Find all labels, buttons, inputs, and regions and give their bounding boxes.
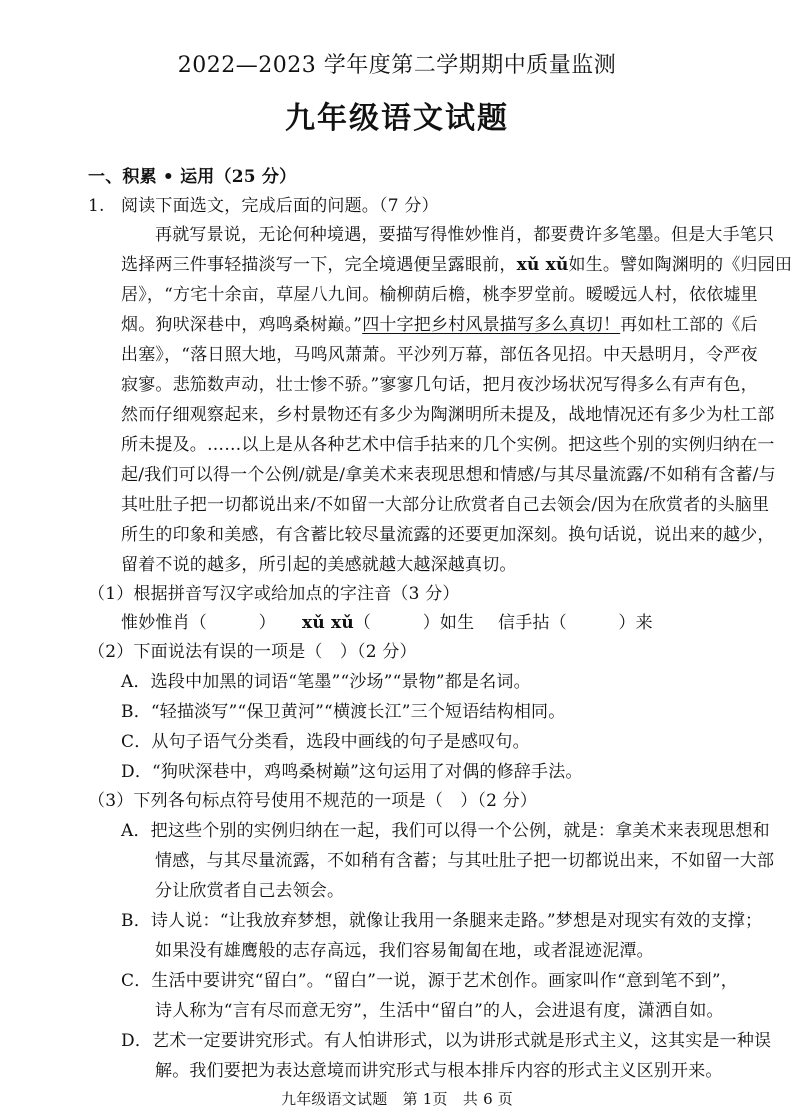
- passage-text: 如生。譬如陶渊明的《归园田: [568, 255, 793, 275]
- underlined-sentence: 四十字把乡村风景描写多么真切！: [362, 315, 621, 335]
- option-a: A．选段中加黑的词语“笔墨”“沙场”“景物”都是名词。: [121, 672, 531, 692]
- option-d: D．“狗吠深巷中，鸡鸣桑树巅”这句运用了对偶的修辞手法。: [121, 762, 583, 782]
- option-c: C．从句子语气分类看，选段中画线的句子是感叹句。: [121, 732, 530, 752]
- option-d: D．艺术一定要讲究形式。有人怕讲形式，以为讲形式就是形式主义，这其实是一种误: [121, 1031, 772, 1051]
- passage-line: 起/我们可以得一个公例/就是/拿美术来表现思想和情感/与其尽量流露/不如稍有含蓄/与: [121, 465, 776, 485]
- subquestion-3-prompt: （3）下列各句标点符号使用不规范的一项是（ ）（2 分）: [88, 791, 538, 811]
- option-b: B．诗人说：“让我放弃梦想，就像让我用一条腿来走路。”梦想是对现实有效的支撑；: [121, 911, 763, 931]
- answer-item-2: [302, 612, 474, 634]
- passage-line: [121, 254, 792, 276]
- answer-item-3: 信手拈（ ）来: [498, 613, 653, 633]
- passage-line: 其吐肚子把一切都说出来/不如留一大部分让欣赏者自己去领会/因为在欣赏者的头脑里: [121, 495, 770, 515]
- passage-line: 出塞》，“落日照大地，马鸣风萧萧。平沙列万幕，部伍各见招。中天悬明月，令严夜: [121, 345, 758, 365]
- page-footer: 九年级语文试题 第 1页 共 6 页: [281, 1090, 513, 1108]
- option-a-continued: 情感，与其尽量流露，不如稍有含蓄；与其吐肚子把一切都说出来，不如留一大部: [155, 851, 775, 871]
- passage-line: 再就写景说，无论何种境遇，要描写得惟妙惟肖，都要费许多笔墨。但是大手笔只: [155, 225, 775, 245]
- option-b: B．“轻描淡写”“保卫黄河”“横渡长江”三个短语结构相同。: [121, 702, 566, 722]
- passage-line: 寂寥。悲笳数声动，壮士惨不骄。”寥寥几句话，把月夜沙场状况写得多么有声有色，: [121, 375, 758, 395]
- exam-term-title: 2022—2023 学年度第二学期期中质量监测: [177, 53, 617, 78]
- subquestion-2-prompt: （2）下面说法有误的一项是（ ）（2 分）: [88, 642, 417, 662]
- option-c: C．生活中要讲究“留白”。“留白”一说，源于艺术创作。画家叫作“意到笔不到”，: [121, 971, 738, 991]
- option-d-continued: 解。我们要把为表达意境而讲究形式与根本排斥内容的形式主义区别开来。: [155, 1061, 723, 1081]
- passage-line: 所未提及。……以上是从各种艺术中信手拈来的几个实例。把这些个别的实例归纳在一: [121, 435, 775, 455]
- passage-line: 居》，“方宅十余亩，草屋八九间。榆柳荫后檐，桃李罗堂前。暧暧远人村，依依墟里: [121, 285, 758, 305]
- passage-line: 所生的印象和美感，有含蓄比较尽量流露的还要更加深刻。换句话说，说出来的越少，: [121, 525, 775, 545]
- option-a-continued: 分让欣赏者自己去领会。: [155, 881, 345, 901]
- pinyin-blank: xǔ xǔ: [516, 255, 569, 275]
- question-number: 1.: [88, 196, 105, 216]
- option-a: A．把这些个别的实例归纳在一起，我们可以得一个公例，就是：拿美术来表现思想和: [121, 821, 770, 841]
- answer-item-1: 惟妙惟肖（ ）: [121, 613, 276, 633]
- question-prompt: 阅读下面选文，完成后面的问题。（7 分）: [121, 196, 439, 216]
- option-b-continued: 如果没有雄鹰般的志存高远，我们容易匍匐在地，或者混迹泥潭。: [155, 941, 654, 961]
- answer-item-2-tail: （ ）如生: [353, 613, 475, 633]
- passage-line: [121, 314, 758, 336]
- subquestion-1-prompt: （1）根据拼音写汉字或给加点的字注音（3 分）: [88, 584, 460, 604]
- passage-text: 再如杜工部的《后: [620, 315, 758, 335]
- pinyin-blank: xǔ xǔ: [302, 613, 354, 633]
- option-c-continued: 诗人称为“言有尽而意无穷”，生活中“留白”的人，会进退有度，潇洒自如。: [155, 1001, 724, 1021]
- passage-line: 然而仔细观察起来，乡村景物还有多少为陶渊明所未提及，战地情况还有多少为杜工部: [121, 405, 775, 425]
- passage-line: 留着不说的越多，所引起的美感就越大越深越真切。: [121, 555, 517, 575]
- passage-text: 选择两三件事轻描淡写一下，完全境遇便呈露眼前，: [121, 255, 517, 275]
- passage-text: 烟。狗吠深巷中，鸡鸣桑树巅。”: [121, 315, 363, 335]
- section-heading: 一、积累 • 运用（25 分）: [88, 167, 297, 187]
- exam-subject-title: 九年级语文试题: [285, 101, 509, 136]
